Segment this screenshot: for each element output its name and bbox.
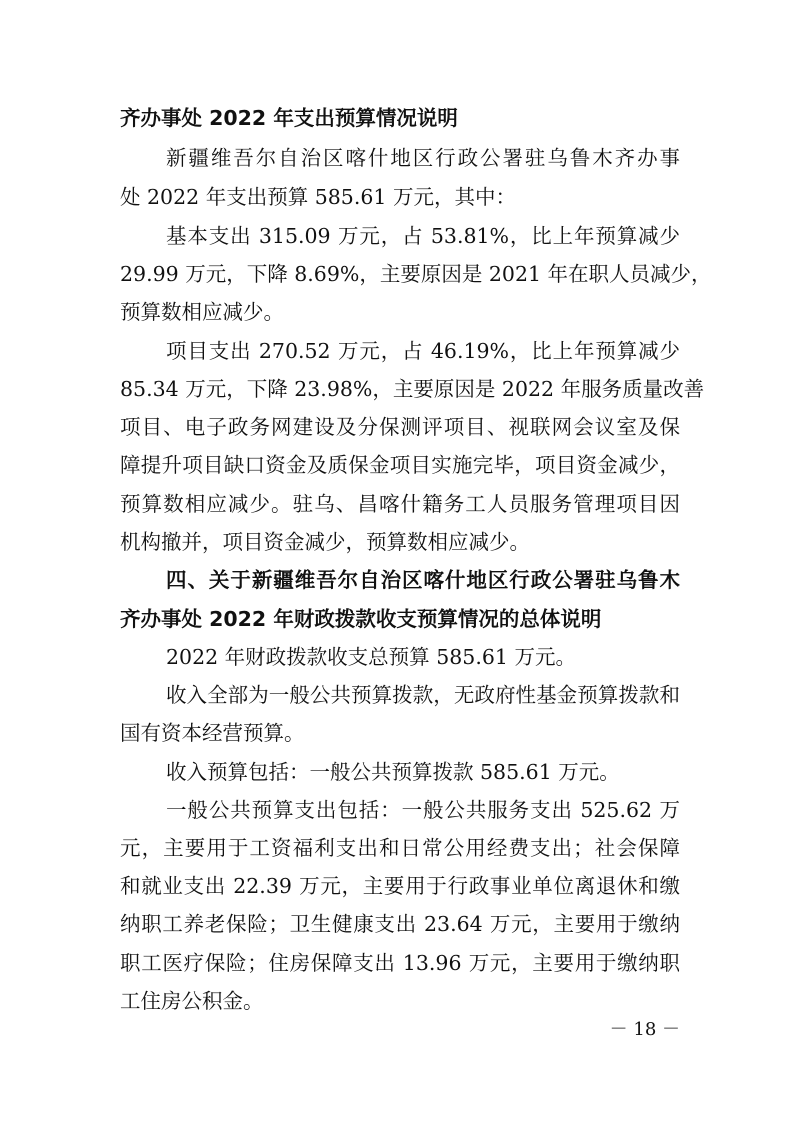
section-heading-continued: 齐办事处 2022 年支出预算情况说明 [120, 106, 458, 130]
income-paragraph-line: 国有资本经营预算。 [120, 721, 305, 745]
income-paragraph-line: 收入全部为一般公共预算拨款，无政府性基金预算拨款和 [166, 683, 680, 707]
section-4-heading-line: 齐办事处 2022 年财政拨款收支预算情况的总体说明 [120, 607, 602, 631]
expenditure-paragraph-line: 职工医疗保险；住房保障支出 13.96 万元，主要用于缴纳职 [120, 951, 680, 975]
expenditure-paragraph-line: 和就业支出 22.39 万元，主要用于行政事业单位离退休和缴 [120, 874, 680, 898]
basic-expenditure-paragraph-line: 29.99 万元，下降 8.69%，主要原因是 2021 年在职人员减少， [120, 262, 712, 286]
total-budget-paragraph: 2022 年财政拨款收支总预算 585.61 万元。 [166, 645, 576, 669]
project-expenditure-paragraph-line: 项目、电子政务网建设及分保测评项目、视联网会议室及保 [120, 415, 680, 439]
page-number: － 18 － [609, 1019, 680, 1040]
basic-expenditure-paragraph-line: 基本支出 315.09 万元，占 53.81%，比上年预算减少 [166, 224, 680, 248]
project-expenditure-paragraph-line: 预算数相应减少。驻乌、昌喀什籍务工人员服务管理项目因 [120, 492, 680, 516]
expenditure-paragraph-line: 元，主要用于工资福利支出和日常公用经费支出；社会保障 [120, 836, 680, 860]
project-expenditure-paragraph-line: 障提升项目缺口资金及质保金项目实施完毕，项目资金减少， [120, 453, 680, 477]
project-expenditure-paragraph-line: 项目支出 270.52 万元，占 46.19%，比上年预算减少 [166, 339, 680, 363]
project-expenditure-paragraph-line: 85.34 万元，下降 23.98%，主要原因是 2022 年服务质量改善 [120, 377, 705, 401]
basic-expenditure-paragraph-line: 预算数相应减少。 [120, 300, 284, 324]
intro-paragraph-line: 新疆维吾尔自治区喀什地区行政公署驻乌鲁木齐办事 [166, 146, 680, 170]
project-expenditure-paragraph-line: 机构撤并，项目资金减少，预算数相应减少。 [120, 530, 530, 554]
income-detail-paragraph: 收入预算包括：一般公共预算拨款 585.61 万元。 [166, 760, 620, 784]
expenditure-paragraph-line: 工住房公积金。 [120, 989, 264, 1013]
expenditure-paragraph-line: 一般公共预算支出包括：一般公共服务支出 525.62 万 [166, 798, 680, 822]
section-4-heading-line: 四、关于新疆维吾尔自治区喀什地区行政公署驻乌鲁木 [166, 568, 680, 592]
intro-paragraph-line: 处 2022 年支出预算 585.61 万元，其中： [120, 185, 516, 209]
expenditure-paragraph-line: 纳职工养老保险；卫生健康支出 23.64 万元，主要用于缴纳 [120, 912, 680, 936]
